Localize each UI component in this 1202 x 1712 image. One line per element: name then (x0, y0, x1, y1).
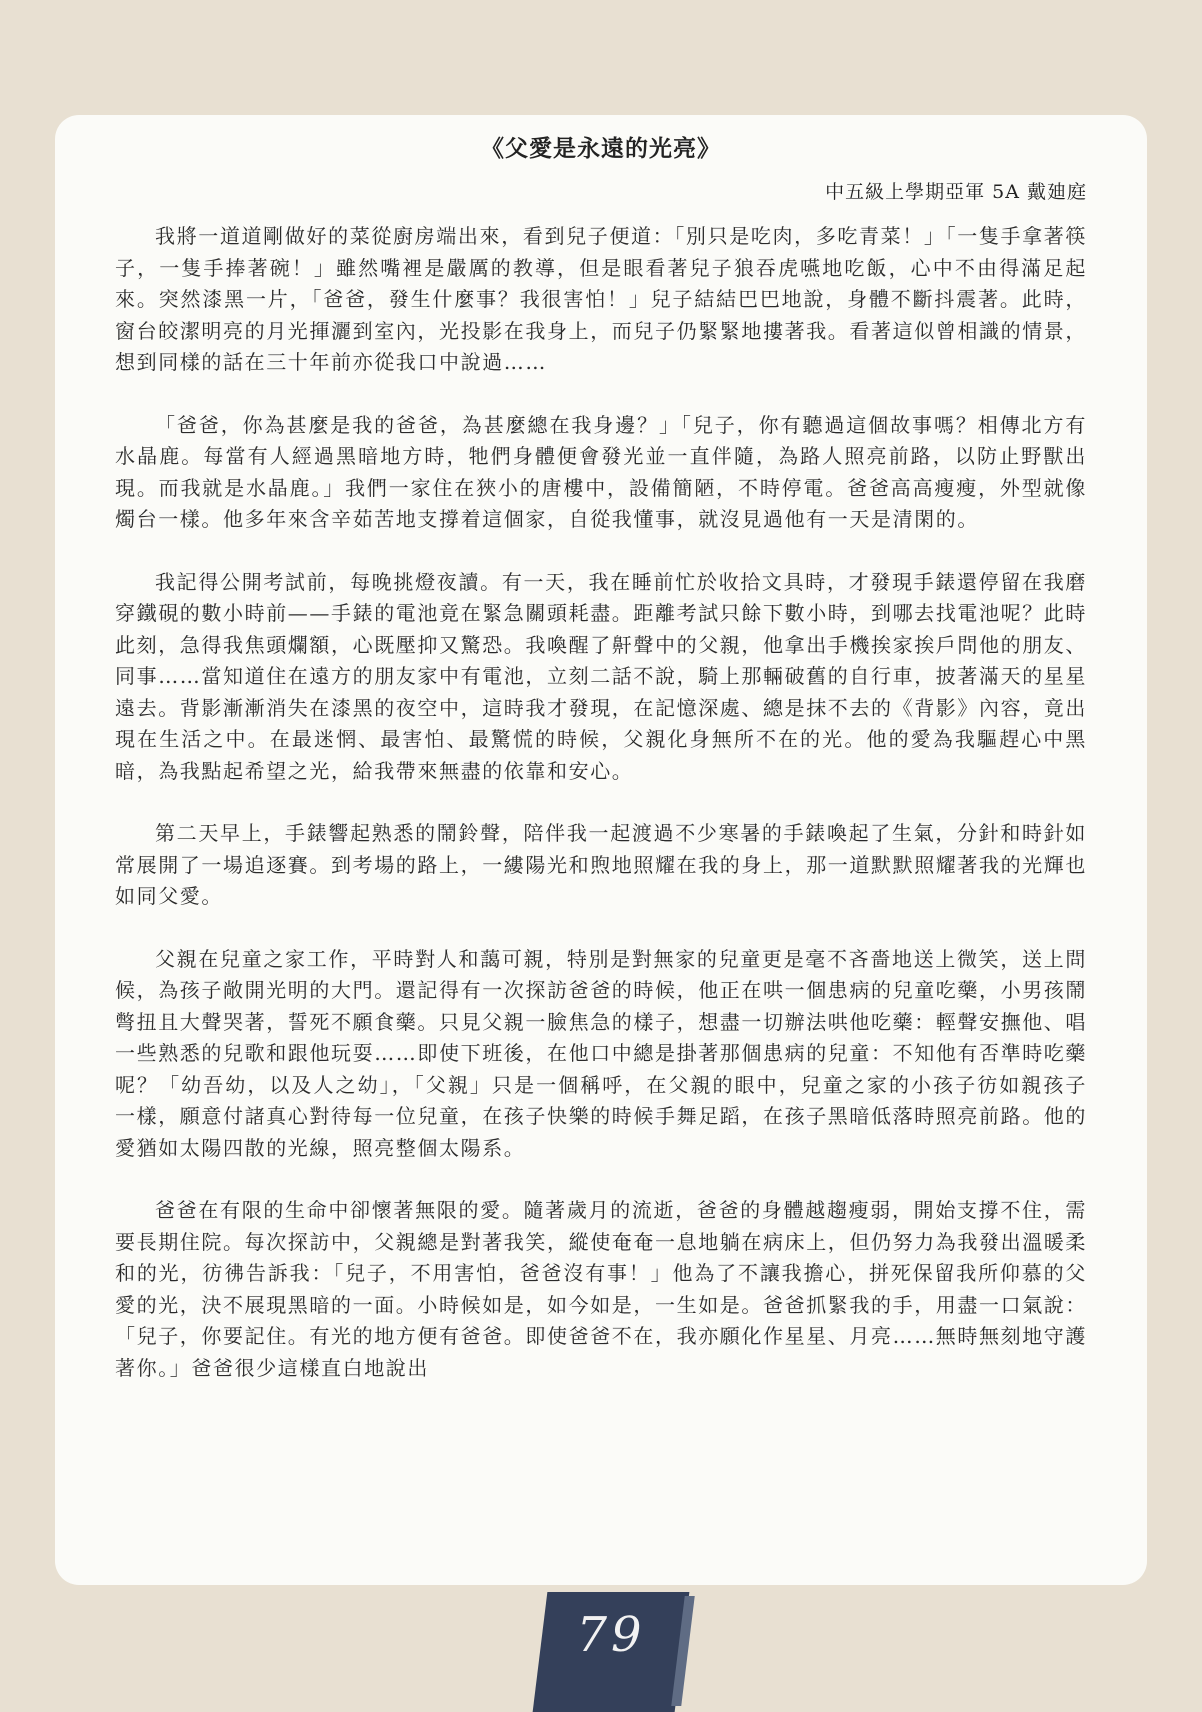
article-card (55, 115, 1147, 1585)
paragraph-2: 「爸爸，你為甚麼是我的爸爸，為甚麼總在我身邊？」「兒子，你有聽過這個故事嗎？相傳北方有水晶鹿。每當有人經過黑暗地方時，牠們身體便會發光並一直伴隨，為路人照亮前路，以防止野獸出現。而我就是水晶鹿。」我們一家住在狹小的唐樓中，設備簡陋，不時停電。爸爸高高瘦瘦，外型就像燭台一樣。他多年來含辛茹苦地支撐着這個家，自從我懂事，就沒見過他有一天是清閑的。 (115, 412, 1087, 531)
paragraph-1: 我將一道道剛做好的菜從廚房端出來，看到兒子便道：「別只是吃肉，多吃青菜！」「一隻手拿著筷子，一隻手捧著碗！」雖然嘴裡是嚴厲的教導，但是眼看著兒子狼吞虎嚥地吃飯，心中不由得滿足起來。突然漆黑一片，「爸爸，發生什麼事？我很害怕！」兒子結結巴巴地說，身體不斷抖震著。此時，窗台皎潔明亮的月光揮灑到室內，光投影在我身上，而兒子仍緊緊地摟著我。看著這似曾相識的情景，想到同樣的話在三十年前亦從我口中說過…… (115, 224, 1087, 374)
paragraph-3: 我記得公開考試前，每晚挑燈夜讀。有一天，我在睡前忙於收拾文具時，才發現手錶還停留在我磨穿鐵硯的數小時前——手錶的電池竟在緊急關頭耗盡。距離考試只餘下數小時，到哪去找電池呢？此時此刻，急得我焦頭爛額，心既壓抑又驚恐。我喚醒了鼾聲中的父親，他拿出手機挨家挨戶問他的朋友、同事……當知道住在遠方的朋友家中有電池，立刻二話不說，騎上那輛破舊的自行車，披著滿天的星星遠去。背影漸漸消失在漆黑的夜空中，這時我才發現，在記憶深處、總是抹不去的《背影》內容，竟出現在生活之中。在最迷惘、最害怕、最驚慌的時候，父親化身無所不在的光。他的愛為我驅趕心中黑暗，為我點起希望之光，給我帶來無盡的依靠和安心。 (115, 569, 1087, 783)
page-number: 79 (576, 1607, 646, 1663)
paragraph-5: 父親在兒童之家工作，平時對人和藹可親，特別是對無家的兒童更是毫不吝嗇地送上微笑，送上問候，為孩子敞開光明的大門。還記得有一次探訪爸爸的時候，他正在哄一個患病的兒童吃藥，小男孩鬧彆扭且大聲哭著，誓死不願食藥。只見父親一臉焦急的樣子，想盡一切辦法哄他吃藥：輕聲安撫他、唱一些熟悉的兒歌和跟他玩耍……即使下班後，在他口中總是掛著那個患病的兒童：不知他有否準時吃藥呢？「幼吾幼，以及人之幼」，「父親」只是一個稱呼，在父親的眼中，兒童之家的小孩子彷如親孩子一樣，願意付諸真心對待每一位兒童，在孩子快樂的時候手舞足蹈，在孩子黑暗低落時照亮前路。他的愛猶如太陽四散的光線，照亮整個太陽系。 (115, 946, 1087, 1160)
paragraph-4: 第二天早上，手錶響起熟悉的鬧鈴聲，陪伴我一起渡過不少寒暑的手錶喚起了生氣，分針和時針如常展開了一場追逐賽。到考場的路上，一縷陽光和煦地照耀在我的身上，那一道默默照耀著我的光輝也如同父愛。 (115, 821, 1087, 908)
article-title: 《父愛是永遠的光亮》 (481, 135, 721, 162)
author-byline: 中五級上學期亞軍 5A 戴廸庭 (825, 181, 1087, 203)
paragraph-6: 爸爸在有限的生命中卻懷著無限的愛。隨著歲月的流逝，爸爸的身體越趨瘦弱，開始支撐不住，需要長期住院。每次探訪中，父親總是對著我笑，縱使奄奄一息地躺在病床上，但仍努力為我發出溫暖柔和的光，彷彿告訴我：「兒子，不用害怕，爸爸沒有事！」他為了不讓我擔心，拼死保留我所仰慕的父愛的光，決不展現黑暗的一面。小時候如是，如今如是，一生如是。爸爸抓緊我的手，用盡一口氣說：「兒子，你要記住。有光的地方便有爸爸。即使爸爸不在，我亦願化作星星、月亮……無時無刻地守護著你。」爸爸很少這樣直白地說出 (115, 1198, 1087, 1380)
